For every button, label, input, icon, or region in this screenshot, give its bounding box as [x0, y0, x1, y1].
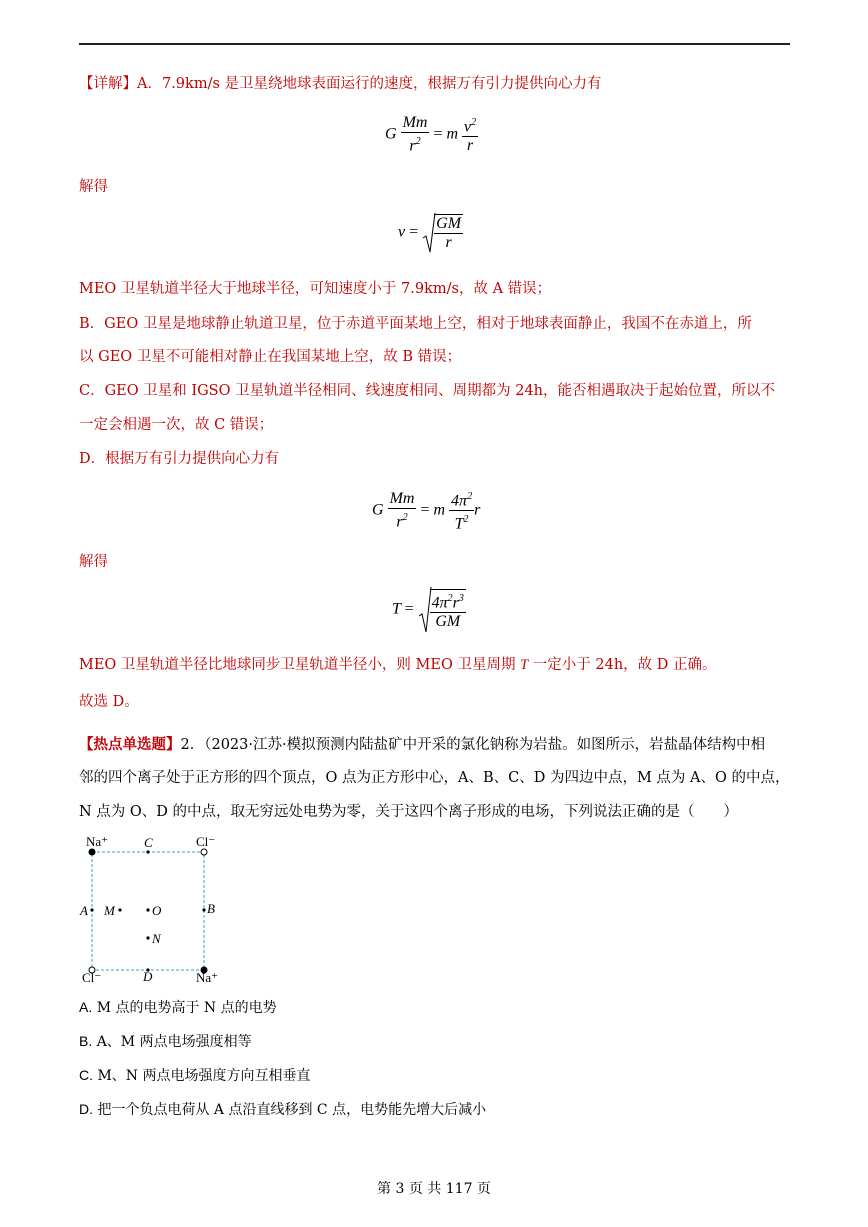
eq3-frac-left	[388, 490, 417, 531]
eq4-den: GM	[435, 613, 461, 631]
point-O	[146, 908, 149, 911]
eq3-den-left: r	[396, 513, 403, 531]
eq2-v: v	[398, 223, 406, 241]
option-a-text: M 点的电势高于 N 点的电势	[96, 1000, 277, 1016]
eq3-num-right-exp: 2	[467, 491, 473, 502]
eq3-num-left: Mm	[389, 490, 415, 508]
eq3-equals: =	[420, 501, 430, 519]
option-a-letter: A.	[79, 999, 93, 1015]
eq4-num: 4π	[431, 594, 448, 612]
option-d-letter: D.	[79, 1101, 93, 1117]
equation-gravity-velocity	[385, 114, 478, 155]
eq1-den-left: r	[409, 137, 416, 155]
eq1-num-right-exp: 2	[471, 117, 477, 128]
eq1-frac-right	[462, 114, 478, 155]
eq1-den-right: r	[466, 137, 474, 155]
label-O: O	[152, 903, 162, 918]
option-b-letter: B.	[79, 1033, 93, 1049]
option-d-text: 把一个负点电荷从 A 点沿直线移到 C 点，电势能先增大后减小	[97, 1102, 487, 1118]
solution-line-d: D．根据万有引力提供向心力有	[79, 451, 280, 467]
solution-text-d2b: 一定小于 24h，故 D 正确。	[528, 657, 717, 673]
equation-velocity	[398, 212, 463, 254]
label-A: A	[80, 903, 88, 918]
option-a[interactable]	[79, 997, 277, 1018]
equation-gravity-period	[372, 488, 480, 534]
eq4-T: T	[392, 600, 401, 618]
eq3-den-right-exp: 2	[463, 514, 469, 526]
point-B	[202, 908, 205, 911]
point-C	[146, 850, 149, 853]
eq1-num-left: Mm	[402, 114, 428, 131]
eq1-den-left-exp: 2	[415, 136, 421, 147]
crystal-diagram	[78, 832, 228, 982]
eq2-num: GM	[436, 215, 462, 232]
eq1-m: m	[446, 125, 459, 143]
solve-label-1: 解得	[79, 179, 108, 195]
question-tag: 【热点单选题】	[79, 736, 181, 753]
label-cl-bottom-left: Cl⁻	[82, 970, 102, 982]
label-B: B	[207, 901, 215, 916]
eq1-frac-left	[401, 114, 430, 155]
solution-line-a	[79, 74, 602, 94]
eq4-equals: =	[404, 600, 414, 618]
solution-line-c1: C．GEO 卫星和 IGSO 卫星轨道半径相同、线速度相同、周期都为 24h，能否相遇取决于起始位置，所以不	[79, 383, 776, 399]
solution-line-d2	[79, 655, 717, 675]
eq3-frac-right	[449, 488, 474, 534]
solution-tag: 【详解】	[79, 76, 137, 92]
label-na-bottom-right: Na⁺	[196, 970, 219, 982]
eq3-m: m	[433, 501, 446, 519]
option-c[interactable]	[79, 1065, 311, 1086]
label-na-top-left: Na⁺	[86, 834, 109, 849]
eq3-num-right: 4π	[451, 492, 468, 510]
page-footer: 第 3 页 共 117 页	[377, 1181, 491, 1197]
header-rule	[79, 43, 790, 45]
solution-line-b2: 以 GEO 卫星不可能相对静止在我国某地上空，故 B 错误；	[79, 349, 462, 365]
question-line-3: N 点为 O、D 的中点，取无穷远处电势为零，关于这四个离子形成的电场，下列说法正确的是（ ）	[79, 804, 739, 820]
solution-line-c2: 一定会相遇一次，故 C 错误；	[79, 417, 274, 433]
solution-text-a: A．7.9km/s 是卫星绕地球表面运行的速度，根据万有引力提供向心力有	[137, 76, 602, 92]
solution-conclusion: 故选 D。	[79, 694, 139, 710]
solve-label-2: 解得	[79, 554, 108, 570]
cl-ion-top-right	[201, 849, 207, 855]
point-N	[146, 936, 149, 939]
solution-text-d2a: MEO 卫星轨道半径比地球同步卫星轨道半径小，则 MEO 卫星周期	[79, 657, 521, 673]
na-ion-top-left	[89, 849, 96, 856]
label-C: C	[144, 835, 153, 850]
eq2-equals: =	[409, 223, 419, 241]
eq4-num-r: r	[452, 594, 459, 612]
question-line-2: 邻的四个离子处于正方形的四个顶点，O 点为正方形中心，A、B、C、D 为四边中点，M 点为 A、O 的中点，	[79, 770, 790, 786]
eq1-G: G	[385, 125, 397, 143]
eq3-r: r	[474, 501, 481, 519]
eq3-den-right: T	[454, 515, 464, 533]
question-line-1	[79, 735, 765, 755]
eq1-num-right: v	[464, 118, 472, 136]
label-M: M	[104, 903, 115, 918]
point-A	[90, 908, 93, 911]
label-cl-top-right: Cl⁻	[196, 834, 216, 849]
eq4-num-exp2: 3	[458, 592, 464, 604]
label-N: N	[152, 931, 161, 946]
option-b-text: A、M 两点电场强度相等	[96, 1034, 252, 1050]
question-text-1: 2．（2023·江苏·模拟预测内陆盐矿中开采的氯化钠称为岩盐。如图所示，岩盐晶体结构中相	[180, 737, 766, 753]
solution-line-a2: MEO 卫星轨道半径大于地球半径，可知速度小于 7.9km/s，故 A 错误；	[79, 281, 552, 297]
solution-text-d2T: T	[520, 657, 529, 673]
option-c-text: M、N 两点电场强度方向互相垂直	[97, 1068, 311, 1084]
option-b[interactable]	[79, 1031, 252, 1052]
eq2-frac	[434, 214, 463, 252]
eq4-num-exp1: 2	[447, 592, 453, 604]
eq2-den: r	[445, 234, 452, 251]
option-d[interactable]	[79, 1099, 486, 1120]
point-M	[118, 908, 121, 911]
label-D: D	[143, 969, 153, 982]
equation-period	[392, 586, 466, 634]
eq3-den-left-exp: 2	[402, 512, 408, 524]
eq4-frac	[430, 589, 466, 631]
option-c-letter: C.	[79, 1067, 93, 1083]
eq3-G: G	[372, 501, 384, 519]
eq1-equals: =	[433, 125, 443, 143]
solution-line-b1: B．GEO 卫星是地球静止轨道卫星，位于赤道平面某地上空，相对于地球表面静止，我国不在赤道上，所	[79, 316, 752, 332]
